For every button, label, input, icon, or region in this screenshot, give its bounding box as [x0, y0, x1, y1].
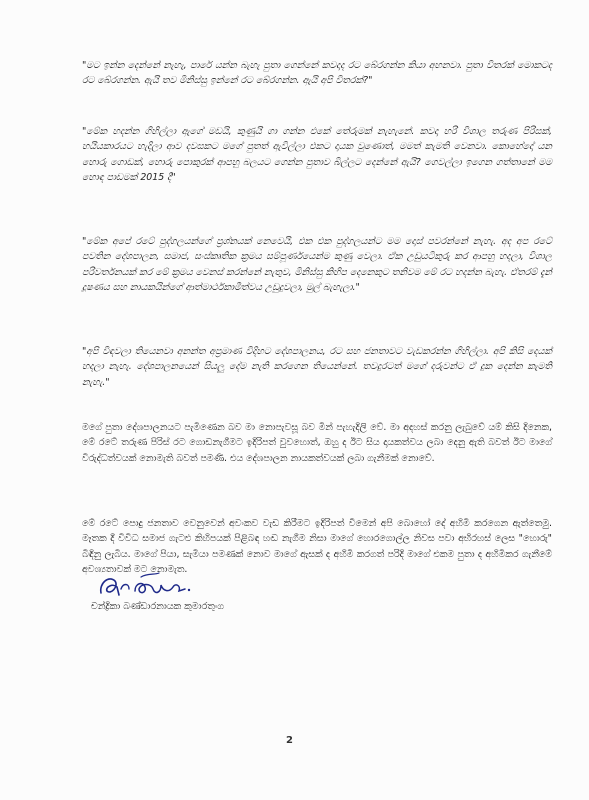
handwritten-signature [95, 565, 215, 605]
quote-paragraph: "මේක අපේ රටේ පුද්ගලයන්ගේ ප්‍රශ්නයක් නෙවෙයි, එක එක පුද්ගලයන්ට මම දොස් පවරන්නේ නැහැ. අද අප රටේ පවතින දේශපාලන, සමාජ, සංස්කෘතික ක්‍රමය සම්පූර්ණයෙන්ම කුණු වෙලා. ඒක උඩුයටිකුරු කර ආපහු හදලා, විශාල පරිවර්තනයක් කර මේ ක්‍රමය වෙනස් කරන්නේ නැතුව, මිනිස්සු කිහිප දෙනෙකුට තනිවම මේ රට හදන්න බැහැ. ඒතරම් දැන් දූෂණය සහ නායකයින්ගේ ආත්මාර්ථකාමීත්වය උඩුදුවලා, මුල් බැහැලා." [82, 236, 552, 294]
page-number: 2 [286, 735, 293, 746]
quote-paragraph: "මේක හදන්න ගිහිල්ලා ඇගේ මඩයි, කුණුයි ගා ගන්න එකේ තේරුමක් නැහැනේ. කවදා හරි විශාල තරුණ පිරිසක්, හයියකාරයට හැදිලා ආව දවසකට මගේ පුතත් ඇවිල්ලා එකට දායක වුණොත්, මමත් කැමති වෙනවා. කොහේදෝ යන හොරු ගොඩක්, හොරු පොකුරක් ආපහු බලයට ගෙන්න පුතාව බිල්ලට දෙන්නේ ඇයි? ගෙවල්ලා ඉගෙන ගත්තානේ මම හොඳ පාඩමක් 2015 දී" [82, 126, 552, 184]
body-paragraph: මගේ පුතා දේශපාලනයට පැමිණෙන බව මා නොපැවසූ බව මින් පැහැදිලි වේ. මා අදහස් කරනු ලැබුවේ යම් කිසි දිනෙක, මේ රටේ තරුණ පිරිස් රට ගොඩනැගීමට ඉදිරිපත් වුවහොත්, ඔහු ද ඊට සිය දායකත්වය ලබා දෙනු ඇති බවත් ඊට මාගේ විරුද්ධත්වයක් නොමැති බවත් පමණි. එය දේශපාලන නායකත්වයක් ලබා ගැනීමක් නොවේ. [82, 422, 552, 464]
signer-name: චන්ද්‍රිකා බණ්ඩාරනායක කුමාරතුංග [91, 601, 224, 612]
quote-paragraph: "මට ඉන්න දෙන්නේ නැහැ, පාරේ යන්න බැහැ පුතා ගෙන්නේ කවදාද රට බේරගන්න කියා අහනවා. පුතා විතරක් මොකටද රට බේරගන්න. ඇයි තව මිනිස්සු ඉන්නේ රට බේරගන්න. ඇයි අපි විතරක්?" [82, 60, 552, 87]
body-paragraph: මේ රටේ පොදු ජනතාව වෙනුවෙන් අවංකව වැඩ කිරීමට ඉදිරිපත් වීමෙන් අපි බොහෝ දේ අහිමි කරගෙන ඇත්තෙමු. මෑතක දී විවිධ සමාජ ගැටළු කිහිපයක් පිළිබඳ හඬ නැගීම නිසා මාගේ හොරගොල්ල නිවස පවා අභිරහස් ලෙස "හොරු" බිඳිනු ලැබිය. මාගේ පියා, සැමියා පමණක් නොව මාගේ ඇසක් ද අහිමි කරගත් පරිදි මාගේ එකම පුතා ද අහිමිකර ගැනීමේ අවශ්‍යතාවක් මට නොමැත. [82, 518, 552, 576]
quote-paragraph: "අපි විඳවලා තියෙනවා අනන්ත අප්‍රමාණ විදිහට දේශපාලනය, රට සහ ජනතාවට වැඩකරන්න ගිහිල්ලා. අපි කිසි දෙයක් හදලා නැහැ. දේශපාලනයෙන් සියලු දේම නැති කරගෙන තියෙන්නේ. තවදුරටත් මගේ දරුවන්ට ඒ දුක දෙන්න කැමති නැහැ." [82, 346, 552, 388]
